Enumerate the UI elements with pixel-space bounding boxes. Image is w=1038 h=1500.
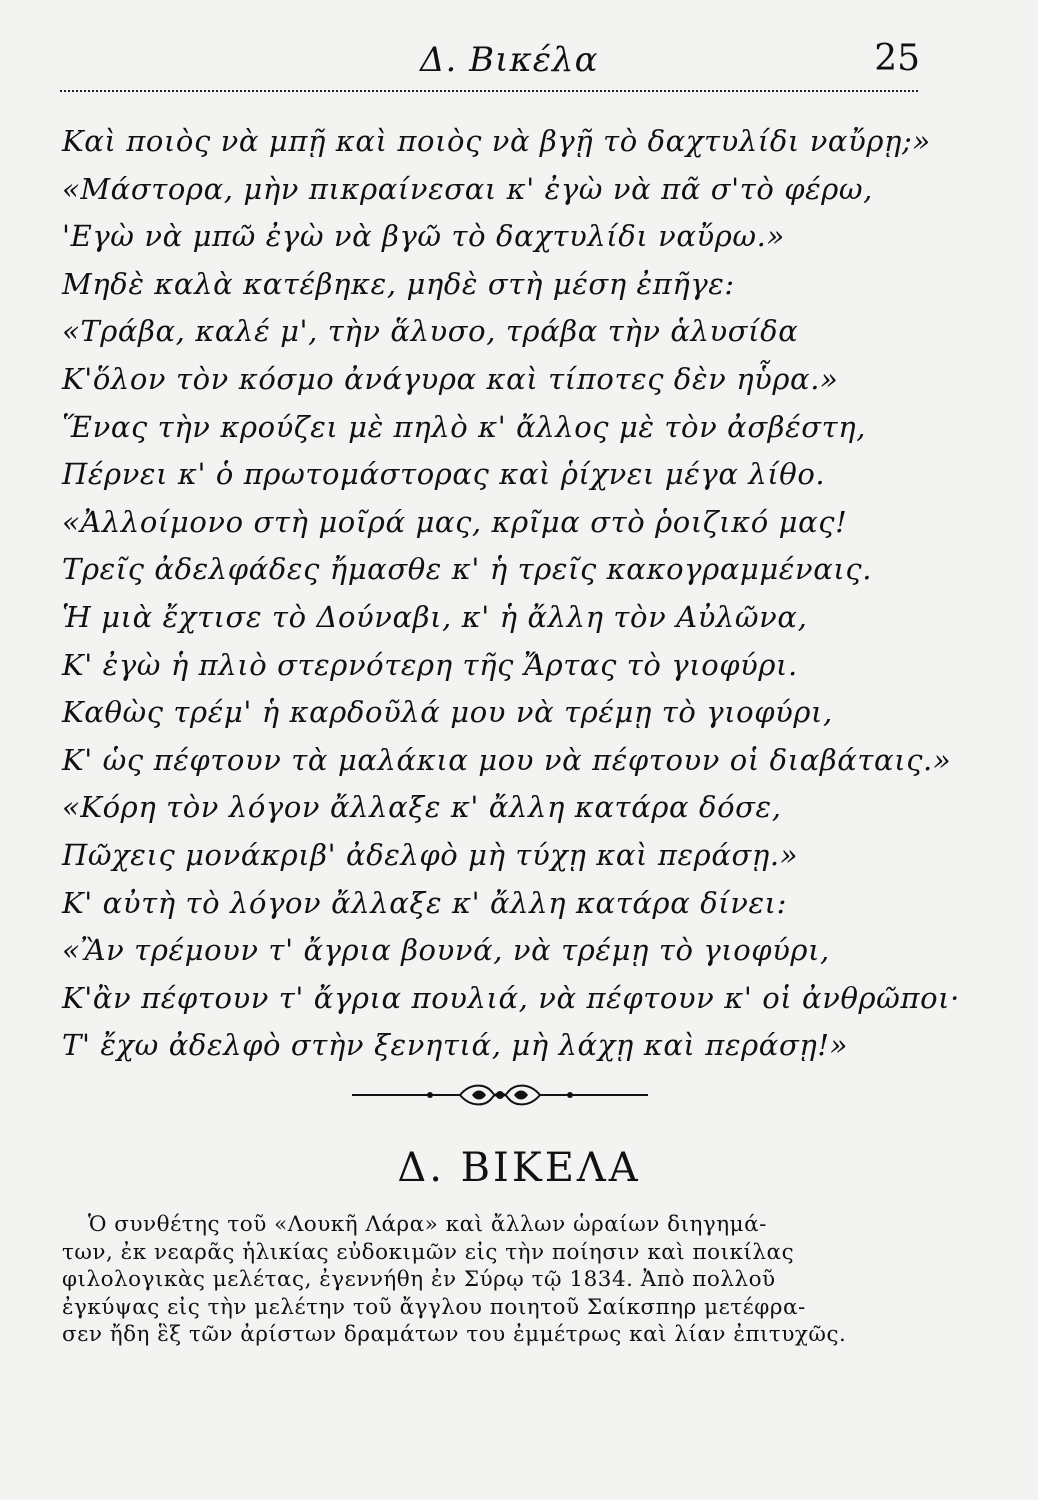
biography-paragraph [62,1211,924,1349]
biography-line: ἐγκύψας εἰς τὴν μελέτην τοῦ ἄγγλου ποιητοῦ Σαίκσπηρ μετέφρα- [62,1294,806,1320]
biography-line: φιλολογικὰς μελέτας, ἐγεννήθη ἐν Σύρῳ τῷ 1834. Ἀπὸ πολλοῦ [62,1267,776,1293]
biography-line: των, ἐκ νεαρᾶς ἡλικίας εὐδοκιμῶν εἰς τὴν ποίησιν καὶ ποικίλας [62,1239,795,1265]
poem-line: Τρεῖς ἀδελφάδες ἤμασθε κ' ἡ τρεῖς κακογραμμέναις. [62,552,873,587]
poem-line: Τ' ἔχω ἀδελφὸ στὴν ξενητιά, μὴ λάχῃ καὶ περάσῃ!» [62,1028,848,1063]
running-title: Δ. Βικέλα [420,40,599,80]
poem [62,118,960,1070]
poem-line: Κ' ἐγὼ ἡ πλιὸ στερνότερη τῆς Ἄρτας τὸ γιοφύρι. [62,647,798,682]
page-number: 25 [874,38,920,79]
section-title: Δ. ΒΙΚΕΛΑ [397,1145,641,1191]
page-header [60,28,920,88]
poem-line: Κ'ὅλον τὸν κόσμο ἀνάγυρα καὶ τίποτες δὲν ηὗρα.» [62,361,839,396]
poem-line: «Μάστορα, μὴν πικραίνεσαι κ' ἐγὼ νὰ πᾶ σ'τὸ φέρω, [62,171,873,206]
poem-line: «Ἀλλοίμονο στὴ μοῖρά μας, κρῖμα στὸ ῥοιζικό μας! [62,504,848,539]
poem-line: Ἡ μιὰ ἔχτισε τὸ Δούναβι, κ' ἡ ἄλλη τὸν Αὐλῶνα, [62,599,808,634]
poem-line: «Ἂν τρέμουν τ' ἄγρια βουνά, νὰ τρέμῃ τὸ γιοφύρι, [62,933,830,968]
header-rule [60,90,918,92]
poem-line: Κ' ὡς πέφτουν τὰ μαλάκια μου νὰ πέφτουν οἱ διαβάταις.» [62,742,952,777]
poem-line: Πῶχεις μονάκριβ' ἀδελφὸ μὴ τύχῃ καὶ περάσῃ.» [62,837,799,872]
poem-line: Καὶ ποιὸς νὰ μπῇ καὶ ποιὸς νὰ βγῇ τὸ δαχτυλίδι ναὔρῃ;» [62,124,931,158]
poem-line: Πέρνει κ' ὁ πρωτομάστορας καὶ ῥίχνει μέγα λίθο. [62,457,826,492]
poem-line: «Τράβα, καλέ μ', τὴν ἅλυσο, τράβα τὴν ἁλυσίδα [62,314,799,349]
poem-line: Καθὼς τρέμ' ἡ καρδοῦλά μου νὰ τρέμῃ τὸ γιοφύρι, [62,695,833,730]
poem-line: Κ'ἂν πέφτουν τ' ἄγρια πουλιά, νὰ πέφτουν κ' οἱ ἀνθρῶποι· [62,980,960,1015]
biography-line: Ὁ συνθέτης τοῦ «Λουκῆ Λάρα» καὶ ἄλλων ὡραίων διηγημά- [88,1212,767,1237]
vignette-ornament-icon [350,1080,650,1110]
poem-line: 'Εγὼ νὰ μπῶ ἐγὼ νὰ βγῶ τὸ δαχτυλίδι ναὔρω.» [62,219,785,254]
poem-line: Ἕνας τὴν κρούζει μὲ πηλὸ κ' ἄλλος μὲ τὸν ἀσβέστη, [62,409,867,444]
biography-line: σεν ἤδη ἓξ τῶν ἀρίστων δραμάτων του ἐμμέτρως καὶ λίαν ἐπιτυχῶς. [62,1322,847,1348]
poem-line: Κ' αὐτὴ τὸ λόγον ἄλλαξε κ' ἄλλη κατάρα δίνει: [62,885,787,920]
poem-line: «Κόρη τὸν λόγον ἄλλαξε κ' ἄλλη κατάρα δόσε, [62,790,782,825]
poem-line: Μηδὲ καλὰ κατέβηκε, μηδὲ στὴ μέση ἐπῆγε: [62,266,735,301]
